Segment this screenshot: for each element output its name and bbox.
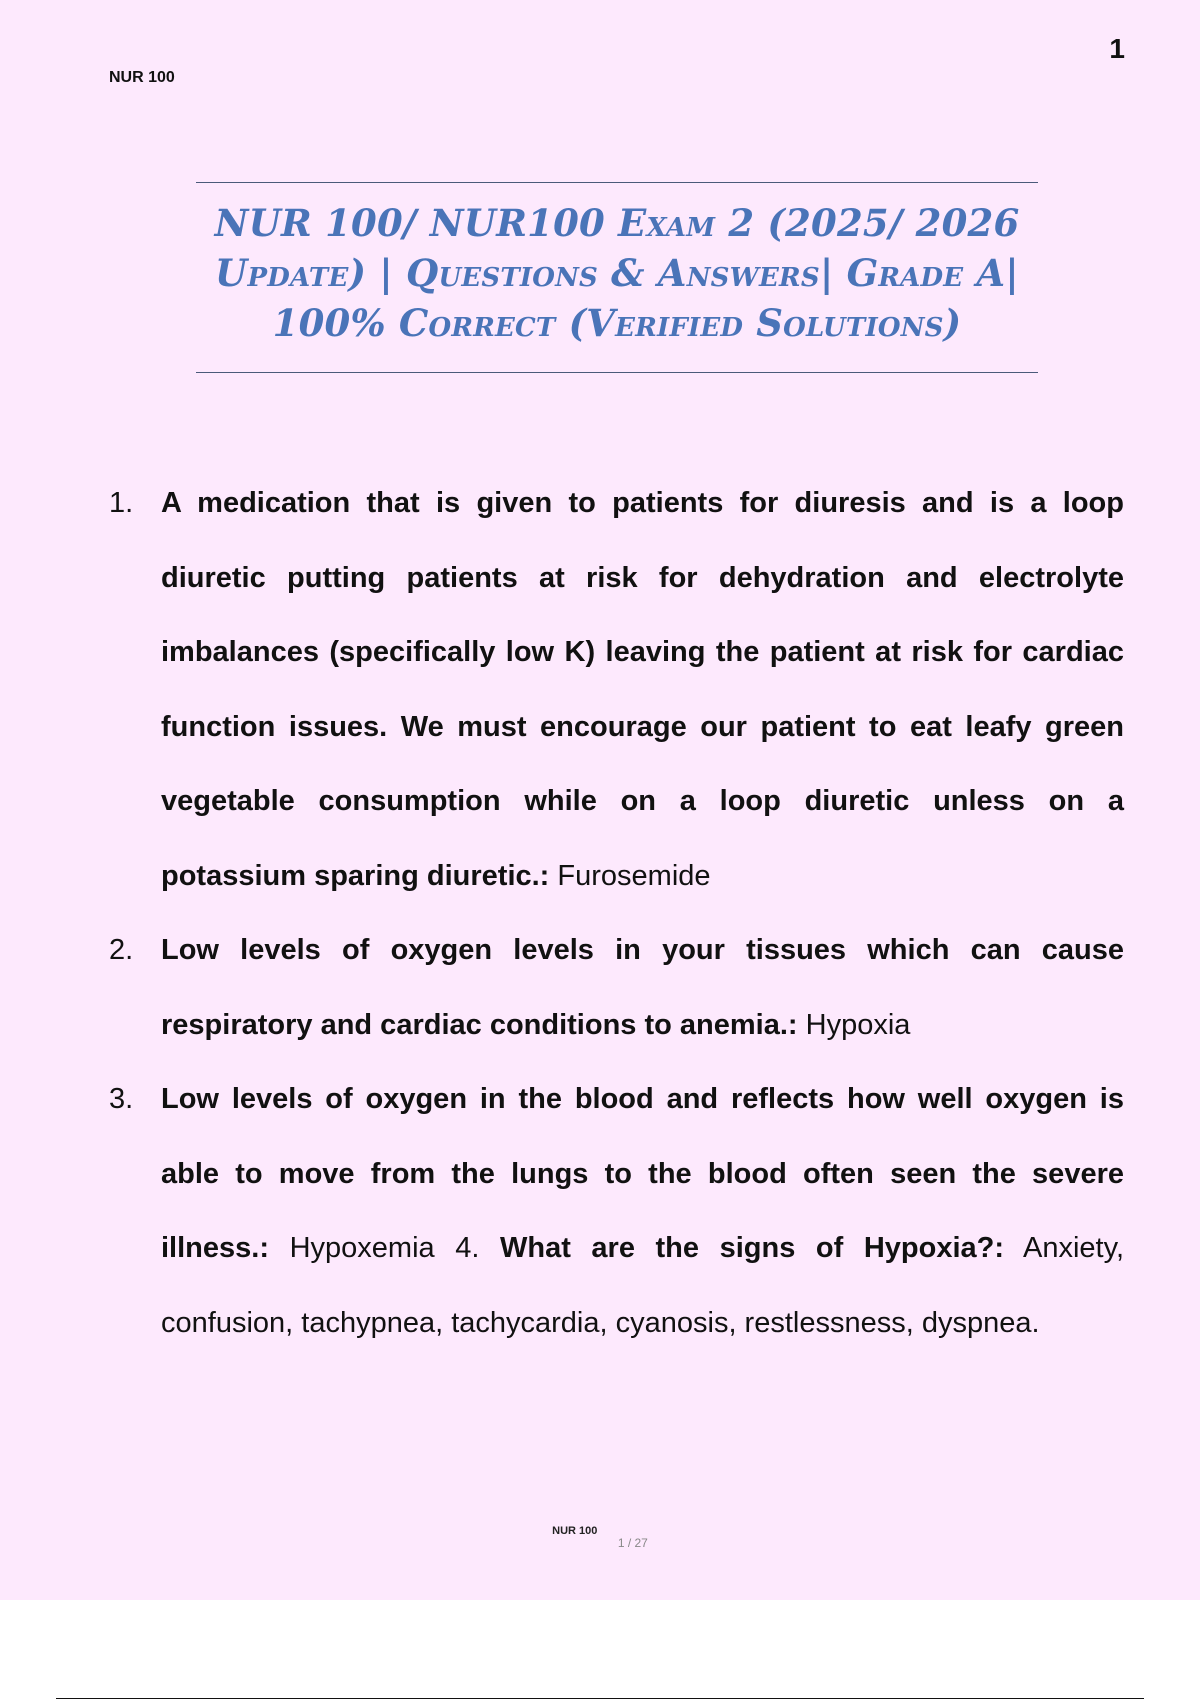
title-top-rule	[196, 182, 1038, 183]
item-answer: Hypoxemia	[289, 1232, 435, 1264]
page-number: 1	[1109, 33, 1125, 64]
item-question: A medication that is given to patients for diuresis and is a loop diuretic putting patients at risk for dehydration and electrolyte imbalances (specifically low K) leaving the patient at risk for cardiac function issues. We must encourage our patient to eat leafy green vegetable consumption while on a loop diuretic unless on a potassium sparing diuretic.:	[161, 487, 1124, 892]
inline-item-answer: Anxiety, confusion, tachypnea, tachycardia, cyanosis, restlessness, dyspnea.	[161, 1232, 1125, 1339]
inline-item-number: 4.	[455, 1232, 480, 1264]
question-answer-list	[109, 466, 1124, 1360]
page-footer	[0, 1525, 1200, 1550]
inline-item-question: What are the signs of Hypoxia?:	[499, 1232, 1005, 1264]
item-number: 3.	[109, 1083, 134, 1115]
item-number: 1.	[109, 487, 134, 519]
item-answer: Hypoxia	[805, 1008, 911, 1041]
next-page-divider	[56, 1698, 1144, 1699]
title-bottom-rule	[196, 372, 1038, 373]
item-question: Low levels of oxygen levels in your tissues which can cause respiratory and cardiac conditions to anemia.:	[161, 934, 1124, 1041]
item-question: Low levels of oxygen in the blood and reflects how well oxygen is able to move from the lungs to the blood often seen the severe illness.:	[161, 1083, 1124, 1264]
item-answer: Furosemide	[557, 859, 711, 892]
title-line-2: Update) | Questions & Answers| Grade A|	[215, 251, 1019, 295]
footer-page-count: 1 / 27	[617, 1536, 648, 1550]
list-item	[109, 913, 1124, 1062]
title-line-3: 100% Correct (Verified Solutions)	[272, 301, 962, 345]
item-number: 2.	[109, 934, 134, 966]
footer-course-label: NUR 100	[552, 1525, 598, 1537]
list-item	[109, 1062, 1124, 1360]
header-course-label: NUR 100	[109, 69, 175, 86]
list-item	[109, 466, 1124, 913]
document-title	[196, 198, 1038, 348]
title-line-1: NUR 100/ NUR100 Exam 2 (2025/ 2026	[214, 201, 1020, 245]
